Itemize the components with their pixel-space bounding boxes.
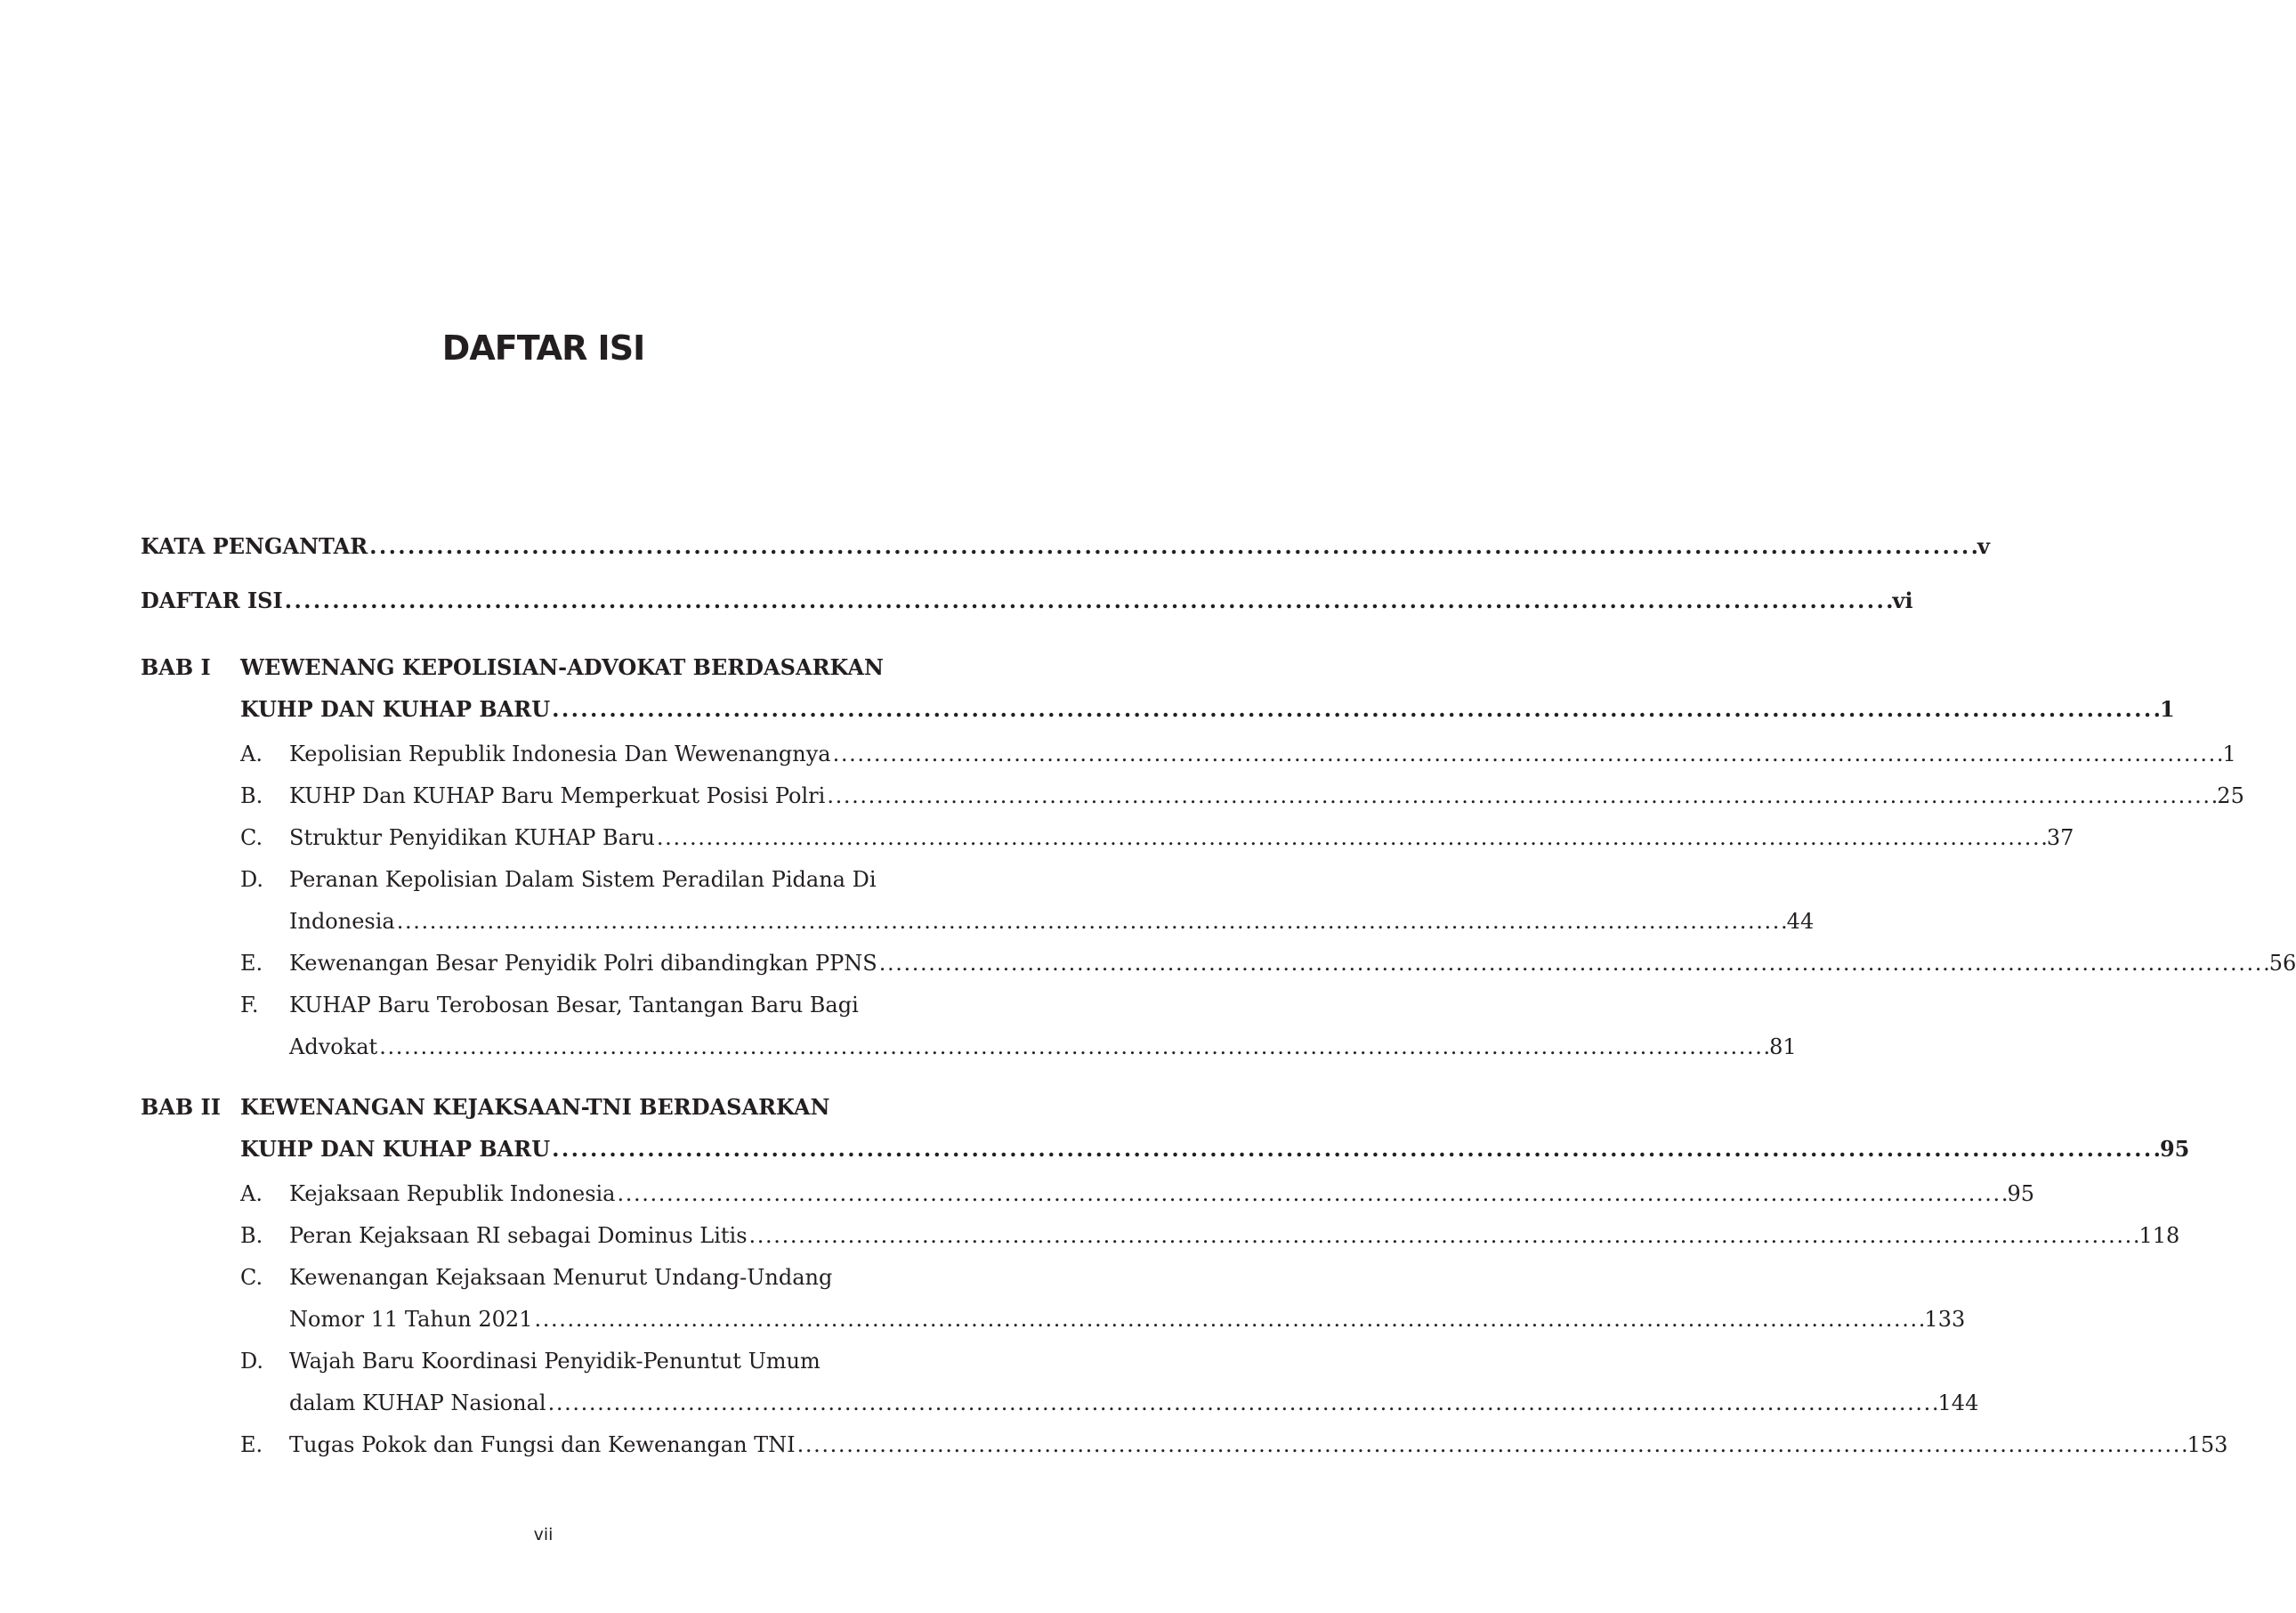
section-page: 25	[2217, 783, 2244, 808]
section-entry[interactable]	[141, 1424, 2228, 1466]
toc-entry-page: vi	[1892, 588, 1913, 613]
section-page: 118	[2138, 1223, 2180, 1248]
dot-leader	[397, 901, 1785, 943]
dot-leader	[833, 734, 2221, 775]
section-title: Wajah Baru Koordinasi Penyidik-Penuntut Umum	[289, 1349, 821, 1374]
section-entry[interactable]	[141, 985, 950, 1026]
chapter-number: BAB II	[141, 1094, 221, 1120]
section-page: 81	[1769, 1034, 1797, 1059]
dot-leader	[285, 580, 1891, 621]
section-page: 133	[1924, 1307, 1966, 1332]
section-page: 153	[2187, 1432, 2228, 1457]
section-letter: D.	[240, 867, 264, 892]
chapter-1	[141, 646, 2296, 1068]
toc-entry-kata-pengantar[interactable]	[141, 525, 1990, 567]
footer-page-number: vii	[533, 1525, 554, 1544]
page-title: DAFTAR ISI	[441, 328, 645, 368]
chapter-title-line2: KUHP DAN KUHAP BARU	[240, 1136, 551, 1162]
chapter-heading[interactable]	[141, 1086, 950, 1128]
dot-leader	[827, 775, 2215, 817]
section-page: 144	[1937, 1390, 1979, 1415]
dot-leader	[552, 1128, 2158, 1170]
section-page: 44	[1786, 909, 1815, 934]
table-of-contents	[141, 525, 2296, 1466]
section-entry[interactable]	[141, 1341, 950, 1382]
section-letter: B.	[240, 1223, 263, 1248]
section-entry-continuation[interactable]	[141, 1382, 1979, 1424]
section-entry[interactable]	[141, 1173, 2034, 1215]
chapter-2	[141, 1086, 2228, 1466]
section-title: Kewenangan Kejaksaan Menurut Undang-Undang	[289, 1265, 833, 1290]
section-page: 37	[2046, 825, 2074, 850]
section-title: Tugas Pokok dan Fungsi dan Kewenangan TNI	[289, 1432, 796, 1457]
chapter-title-line2: KUHP DAN KUHAP BARU	[240, 696, 551, 722]
section-entry-continuation[interactable]	[141, 901, 1815, 943]
chapter-page: 1	[2159, 696, 2175, 722]
section-title-line2: dalam KUHAP Nasional	[289, 1390, 546, 1415]
dot-leader	[548, 1382, 1936, 1424]
dot-leader	[657, 817, 2045, 859]
section-title-line2: Indonesia	[289, 909, 395, 934]
section-letter: F.	[240, 993, 259, 1017]
section-title: Kepolisian Republik Indonesia Dan Wewenangnya	[289, 742, 831, 766]
section-title: Peranan Kepolisian Dalam Sistem Peradilan Pidana Di	[289, 867, 877, 892]
dot-leader	[552, 688, 2158, 730]
section-title-line2: Advokat	[289, 1034, 378, 1059]
section-letter: C.	[240, 1265, 263, 1290]
toc-entry-page: v	[1977, 533, 1990, 559]
section-entry[interactable]	[141, 817, 2074, 859]
dot-leader	[797, 1424, 2186, 1466]
section-letter: A.	[240, 1181, 263, 1206]
section-title: Struktur Penyidikan KUHAP Baru	[289, 825, 655, 850]
toc-entry-label: KATA PENGANTAR	[141, 533, 368, 559]
section-entry-continuation[interactable]	[141, 1026, 1797, 1068]
chapter-heading[interactable]	[141, 646, 950, 688]
section-entry[interactable]	[141, 1257, 950, 1299]
section-entry[interactable]	[141, 943, 2296, 985]
section-title: KUHP Dan KUHAP Baru Memperkuat Posisi Polri	[289, 783, 826, 808]
toc-entry-daftar-isi[interactable]	[141, 580, 1913, 621]
section-letter: D.	[240, 1349, 264, 1374]
dot-leader	[749, 1215, 2138, 1257]
section-letter: B.	[240, 783, 263, 808]
section-entry[interactable]	[141, 1215, 2180, 1257]
chapter-heading-line2[interactable]	[141, 1128, 2190, 1170]
chapter-title-line1: WEWENANG KEPOLISIAN-ADVOKAT BERDASARKAN	[240, 654, 884, 680]
section-title: KUHAP Baru Terobosan Besar, Tantangan Baru Bagi	[289, 993, 859, 1017]
section-entry[interactable]	[141, 734, 2236, 775]
dot-leader	[369, 525, 1976, 567]
dot-leader	[879, 943, 2268, 985]
section-page: 56	[2268, 951, 2296, 976]
chapter-title-line1: KEWENANGAN KEJAKSAAN-TNI BERDASARKAN	[240, 1094, 830, 1120]
section-page: 95	[2007, 1181, 2034, 1206]
chapter-page: 95	[2159, 1136, 2190, 1162]
section-entry-continuation[interactable]	[141, 1299, 1966, 1341]
section-letter: E.	[240, 1432, 263, 1457]
section-letter: E.	[240, 951, 263, 976]
section-title-line2: Nomor 11 Tahun 2021	[289, 1307, 533, 1332]
toc-entry-label: DAFTAR ISI	[141, 588, 283, 613]
section-letter: C.	[240, 825, 263, 850]
chapter-heading-line2[interactable]	[141, 688, 2175, 730]
section-entry[interactable]	[141, 775, 2244, 817]
chapter-number: BAB I	[141, 654, 211, 680]
dot-leader	[618, 1173, 2006, 1215]
section-entry[interactable]	[141, 859, 950, 901]
section-letter: A.	[240, 742, 263, 766]
section-page: 1	[2222, 742, 2236, 766]
dot-leader	[379, 1026, 1767, 1068]
section-title: Peran Kejaksaan RI sebagai Dominus Litis	[289, 1223, 748, 1248]
dot-leader	[534, 1299, 1922, 1341]
section-title: Kejaksaan Republik Indonesia	[289, 1181, 616, 1206]
section-title: Kewenangan Besar Penyidik Polri dibandingkan PPNS	[289, 951, 877, 976]
